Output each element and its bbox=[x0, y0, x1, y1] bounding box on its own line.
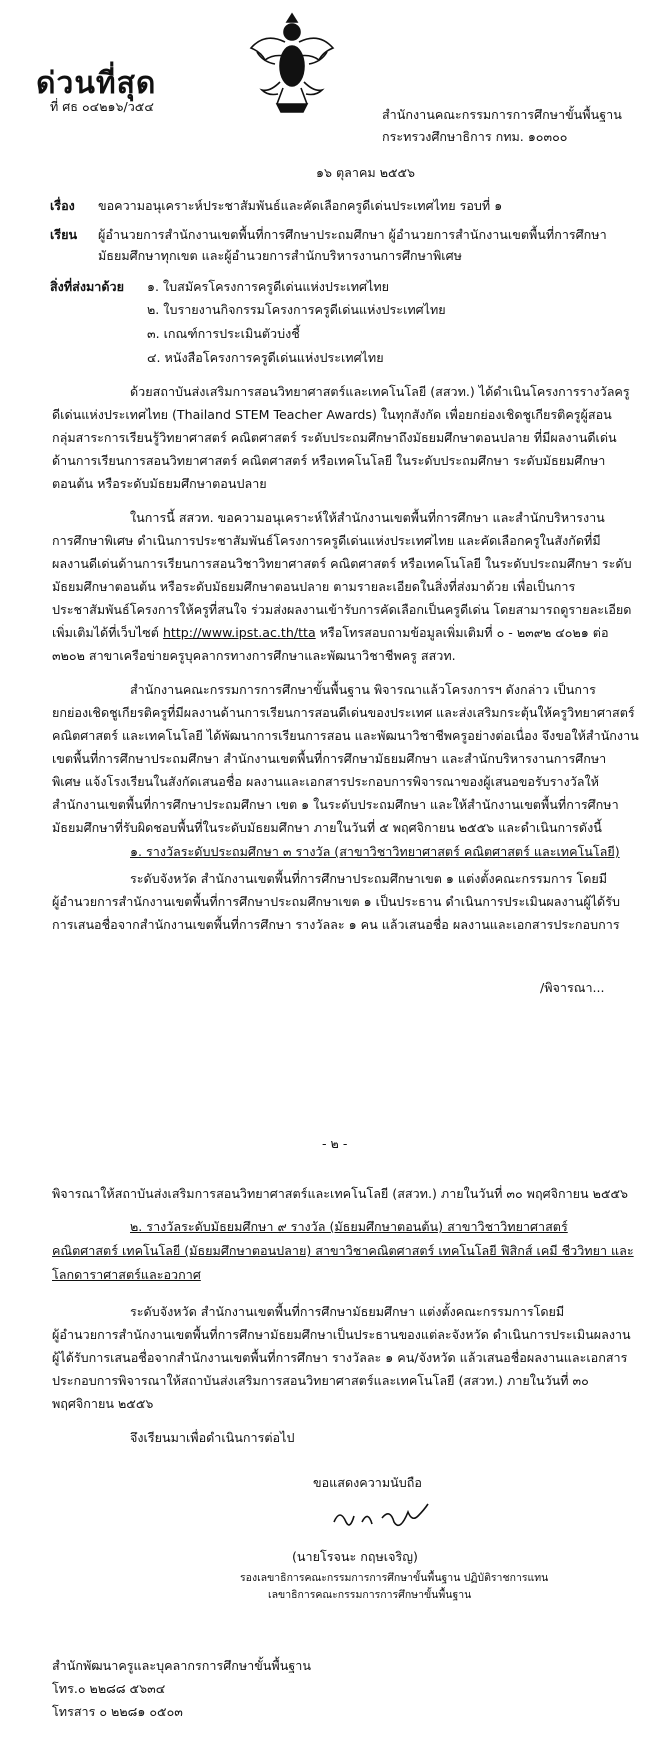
to-line-1: ผู้อำนวยการสำนักงานเขตพื้นที่การศึกษาประถมศึกษา ผู้อำนวยการสำนักงานเขตพื้นที่การศึกษา bbox=[98, 227, 607, 242]
link-suffix: หรือโทรสอบถามข้อมูลเพิ่มเติมที่ ๐ - ๒๓๙๒ ๔๐๒๑ ต่อ bbox=[315, 625, 609, 640]
telephone: โทร.๐ ๒๒๘๘ ๕๖๓๔ bbox=[52, 1681, 166, 1696]
paragraph-3-line: พิเศษ แจ้งโรงเรียนในสังกัดเสนอชื่อ ผลงานและเอกสารประกอบการพิจารณาของผู้เสนอขอรับรางวัลให้ bbox=[52, 774, 599, 789]
enclosure-item: ๔. หนังสือโครงการครูดีเด่นแห่งประเทศไทย bbox=[147, 350, 384, 365]
paragraph-2-link-line bbox=[52, 627, 609, 640]
signer-title-2: เลขาธิการคณะกรรมการการศึกษาขั้นพื้นฐาน bbox=[268, 1589, 472, 1601]
enclosure-item: ๑. ใบสมัครโครงการครูดีเด่นแห่งประเทศไทย bbox=[147, 279, 390, 294]
closing-line: จึงเรียนมาเพื่อดำเนินการต่อไป bbox=[130, 1430, 295, 1445]
enclosure-item: ๓. เกณฑ์การประเมินตัวบ่งชี้ bbox=[147, 326, 300, 341]
regards-line: ขอแสดงความนับถือ bbox=[313, 1475, 422, 1490]
to-line-2: มัธยมศึกษาทุกเขต และผู้อำนวยการสำนักบริหารงานการศึกษาพิเศษ bbox=[98, 248, 462, 263]
subject-label: เรื่อง bbox=[50, 198, 75, 213]
paragraph-2-line: การศึกษาพิเศษ ดำเนินการประชาสัมพันธ์โครงการครูดีเด่นแห่งประเทศไทย และคัดเลือกครูในสังกัดที่มี bbox=[52, 533, 601, 548]
enclosure-item: ๒. ใบรายงานกิจกรรมโครงการครูดีเด่นแห่งประเทศไทย bbox=[147, 302, 446, 317]
website-link[interactable]: http://www.ipst.ac.th/tta bbox=[162, 625, 316, 640]
page-number: - ๒ - bbox=[322, 1136, 348, 1151]
agency-name: สำนักงานคณะกรรมการการศึกษาขั้นพื้นฐาน bbox=[382, 107, 622, 122]
paragraph-3-line: สำนักงานคณะกรรมการการศึกษาขั้นพื้นฐาน พิจารณาแล้วโครงการฯ ดังกล่าว เป็นการ bbox=[130, 682, 596, 697]
item-2-line: ระดับจังหวัด สำนักงานเขตพื้นที่การศึกษามัธยมศึกษา แต่งตั้งคณะกรรมการโดยมี bbox=[130, 1304, 565, 1319]
signer-title-1: รองเลขาธิการคณะกรรมการการศึกษาขั้นพื้นฐาน ปฏิบัติราชการแทน bbox=[240, 1572, 549, 1584]
paragraph-3-line: เขตพื้นที่การศึกษาประถมศึกษา สำนักงานเขตพื้นที่การศึกษามัธยมศึกษา และสำนักบริหารงานการศึกษา bbox=[52, 751, 607, 766]
item-1-line: ระดับจังหวัด สำนักงานเขตพื้นที่การศึกษาประถมศึกษาเขต ๑ แต่งตั้งคณะกรรมการ โดยมี bbox=[130, 871, 608, 886]
item-2-heading-line: ๒. รางวัลระดับมัธยมศึกษา ๙ รางวัล (มัธยมศึกษาตอนต้น) สาขาวิชาวิทยาศาสตร์ bbox=[130, 1219, 568, 1234]
document-date: ๑๖ ตุลาคม ๒๕๕๖ bbox=[316, 165, 416, 180]
paragraph-1-line: กลุ่มสาระการเรียนรู้วิทยาศาสตร์ คณิตศาสตร์ ระดับประถมศึกษาถึงมัธยมศึกษาตอนปลาย ที่มีผลงานดีเด่น bbox=[52, 430, 617, 445]
item-2-line: พฤศจิกายน ๒๕๕๖ bbox=[52, 1396, 154, 1411]
paragraph-1-line: ด้วยสถาบันส่งเสริมการสอนวิทยาศาสตร์และเทคโนโลยี (สสวท.) ได้ดำเนินโครงการรางวัลครู bbox=[130, 384, 630, 399]
item-1-line: การเสนอชื่อจากสำนักงานเขตพื้นที่การศึกษา รางวัลละ ๑ คน แล้วเสนอชื่อ ผลงานและเอกสารประกอบการ bbox=[52, 917, 620, 932]
item-1-heading: ๑. รางวัลระดับประถมศึกษา ๓ รางวัล (สาขาวิชาวิทยาศาสตร์ คณิตศาสตร์ และเทคโนโลยี) bbox=[130, 844, 620, 859]
paragraph-3-line: คณิตศาสตร์ และเทคโนโลยี ได้พัฒนาการเรียนการสอน และพัฒนาวิชาชีพครูอย่างต่อเนื่อง จึงขอให้สำนักงาน bbox=[52, 728, 639, 743]
reference-number: ที่ ศธ ๐๔๒๑๖/ว๕๔ bbox=[50, 99, 154, 114]
garuda-emblem-icon bbox=[247, 8, 337, 118]
paragraph-3-line: สำนักงานเขตพื้นที่การศึกษาประถมศึกษา เขต ๑ ในระดับประถมศึกษา และให้สำนักงานเขตพื้นที่การศึกษา bbox=[52, 797, 619, 812]
paragraph-1-line: ตอนต้น หรือระดับมัธยมศึกษาตอนปลาย bbox=[52, 476, 267, 491]
paragraph-2-line: ๓๒๐๒ สาขาเครือข่ายครูบุคลากรทางการศึกษาและพัฒนาวิชาชีพครู สสวท. bbox=[52, 648, 456, 663]
paragraph-2-line: ผลงานดีเด่นด้านการเรียนการสอนวิชาวิทยาศาสตร์ คณิตศาสตร์ หรือเทคโนโลยี ในระดับประถมศึกษา ระดับ bbox=[52, 556, 632, 571]
fax: โทรสาร ๐ ๒๒๘๑ ๐๕๐๓ bbox=[52, 1704, 183, 1719]
agency-address: กระทรวงศึกษาธิการ กทม. ๑๐๓๐๐ bbox=[382, 129, 568, 144]
item-2-heading-line: คณิตศาสตร์ เทคโนโลยี (มัธยมศึกษาตอนปลาย) สาขาวิชาคณิตศาสตร์ เทคโนโลยี ฟิสิกส์ เคมี ชีววิทยา และ bbox=[52, 1243, 634, 1258]
paragraph-3-line: มัธยมศึกษาที่รับผิดชอบพื้นที่ในระดับมัธยมศึกษา ภายในวันที่ ๕ พฤศจิกายน ๒๕๕๖ และดำเนินการดังนี้ bbox=[52, 820, 602, 835]
subject-text: ขอความอนุเคราะห์ประชาสัมพันธ์และคัดเลือกครูดีเด่นประเทศไทย รอบที่ ๑ bbox=[98, 198, 503, 213]
item-2-line: ผู้ได้รับการเสนอชื่อจากสำนักงานเขตพื้นที่การศึกษา รางวัลละ ๑ คน/จังหวัด แล้วเสนอชื่อผลงานและเอกสาร bbox=[52, 1350, 628, 1365]
paragraph-3-line: ยกย่องเชิดชูเกียรติครูที่มีผลงานด้านการเรียนการสอนดีเด่นของประเทศ และส่งเสริมกระตุ้นให้ครูวิทยาศาสตร์ bbox=[52, 705, 635, 720]
item-2-line: ประกอบการพิจารณาให้สถาบันส่งเสริมการสอนวิทยาศาสตร์และเทคโนโลยี (สสวท.) ภายในวันที่ ๓๐ bbox=[52, 1373, 589, 1388]
enclosure-label: สิ่งที่ส่งมาด้วย bbox=[50, 279, 124, 294]
continuation-marker: /พิจารณา... bbox=[540, 980, 605, 995]
to-label: เรียน bbox=[50, 227, 78, 242]
link-prefix: เพิ่มเติมได้ที่เว็บไซต์ bbox=[52, 625, 163, 640]
signer-name: (นายโรจนะ กฤษเจริญ) bbox=[292, 1549, 418, 1564]
item-1-line: ผู้อำนวยการสำนักงานเขตพื้นที่การศึกษาประถมศึกษาเขต ๑ เป็นประธาน ดำเนินการประเมินผลงานผู้ได้รับ bbox=[52, 894, 620, 909]
paragraph-1-line: ดีเด่นแห่งประเทศไทย (Thailand STEM Teacher Awards) ในทุกสังกัด เพื่อยกย่องเชิดชูเกียรติครูผู้สอน bbox=[52, 407, 612, 422]
issuing-office: สำนักพัฒนาครูและบุคลากรการศึกษาขั้นพื้นฐาน bbox=[52, 1658, 311, 1673]
paragraph-2-line: ประชาสัมพันธ์โครงการให้ครูที่สนใจ ร่วมส่งผลงานเข้ารับการคัดเลือกเป็นครูดีเด่น โดยสามารถดูรายละเอียด bbox=[52, 602, 632, 617]
paragraph-2-line: ในการนี้ สสวท. ขอความอนุเคราะห์ให้สำนักงานเขตพื้นที่การศึกษา และสำนักบริหารงาน bbox=[130, 510, 605, 525]
item-2-heading-line: โลกดาราศาสตร์และอวกาศ bbox=[52, 1267, 201, 1282]
paragraph-2-line: มัธยมศึกษาตอนต้น หรือระดับมัธยมศึกษาตอนปลาย ตามรายละเอียดในสิ่งที่ส่งมาด้วย เพื่อเป็นการ bbox=[52, 579, 576, 594]
urgent-stamp: ด่วนที่สุด bbox=[36, 66, 157, 101]
signature-icon bbox=[330, 1500, 440, 1532]
item-2-line: ผู้อำนวยการสำนักงานเขตพื้นที่การศึกษามัธยมศึกษาเป็นประธานของแต่ละจังหวัด ดำเนินการประเมินผลงาน bbox=[52, 1327, 631, 1342]
paragraph-1-line: ด้านการเรียนการสอนวิทยาศาสตร์ คณิตศาสตร์ หรือเทคโนโลยี ในระดับประถมศึกษา ระดับมัธยมศึกษา bbox=[52, 453, 606, 468]
page-2-first-line: พิจารณาให้สถาบันส่งเสริมการสอนวิทยาศาสตร์และเทคโนโลยี (สสวท.) ภายในวันที่ ๓๐ พฤศจิกายน ๒๕๕๖ bbox=[52, 1186, 629, 1201]
